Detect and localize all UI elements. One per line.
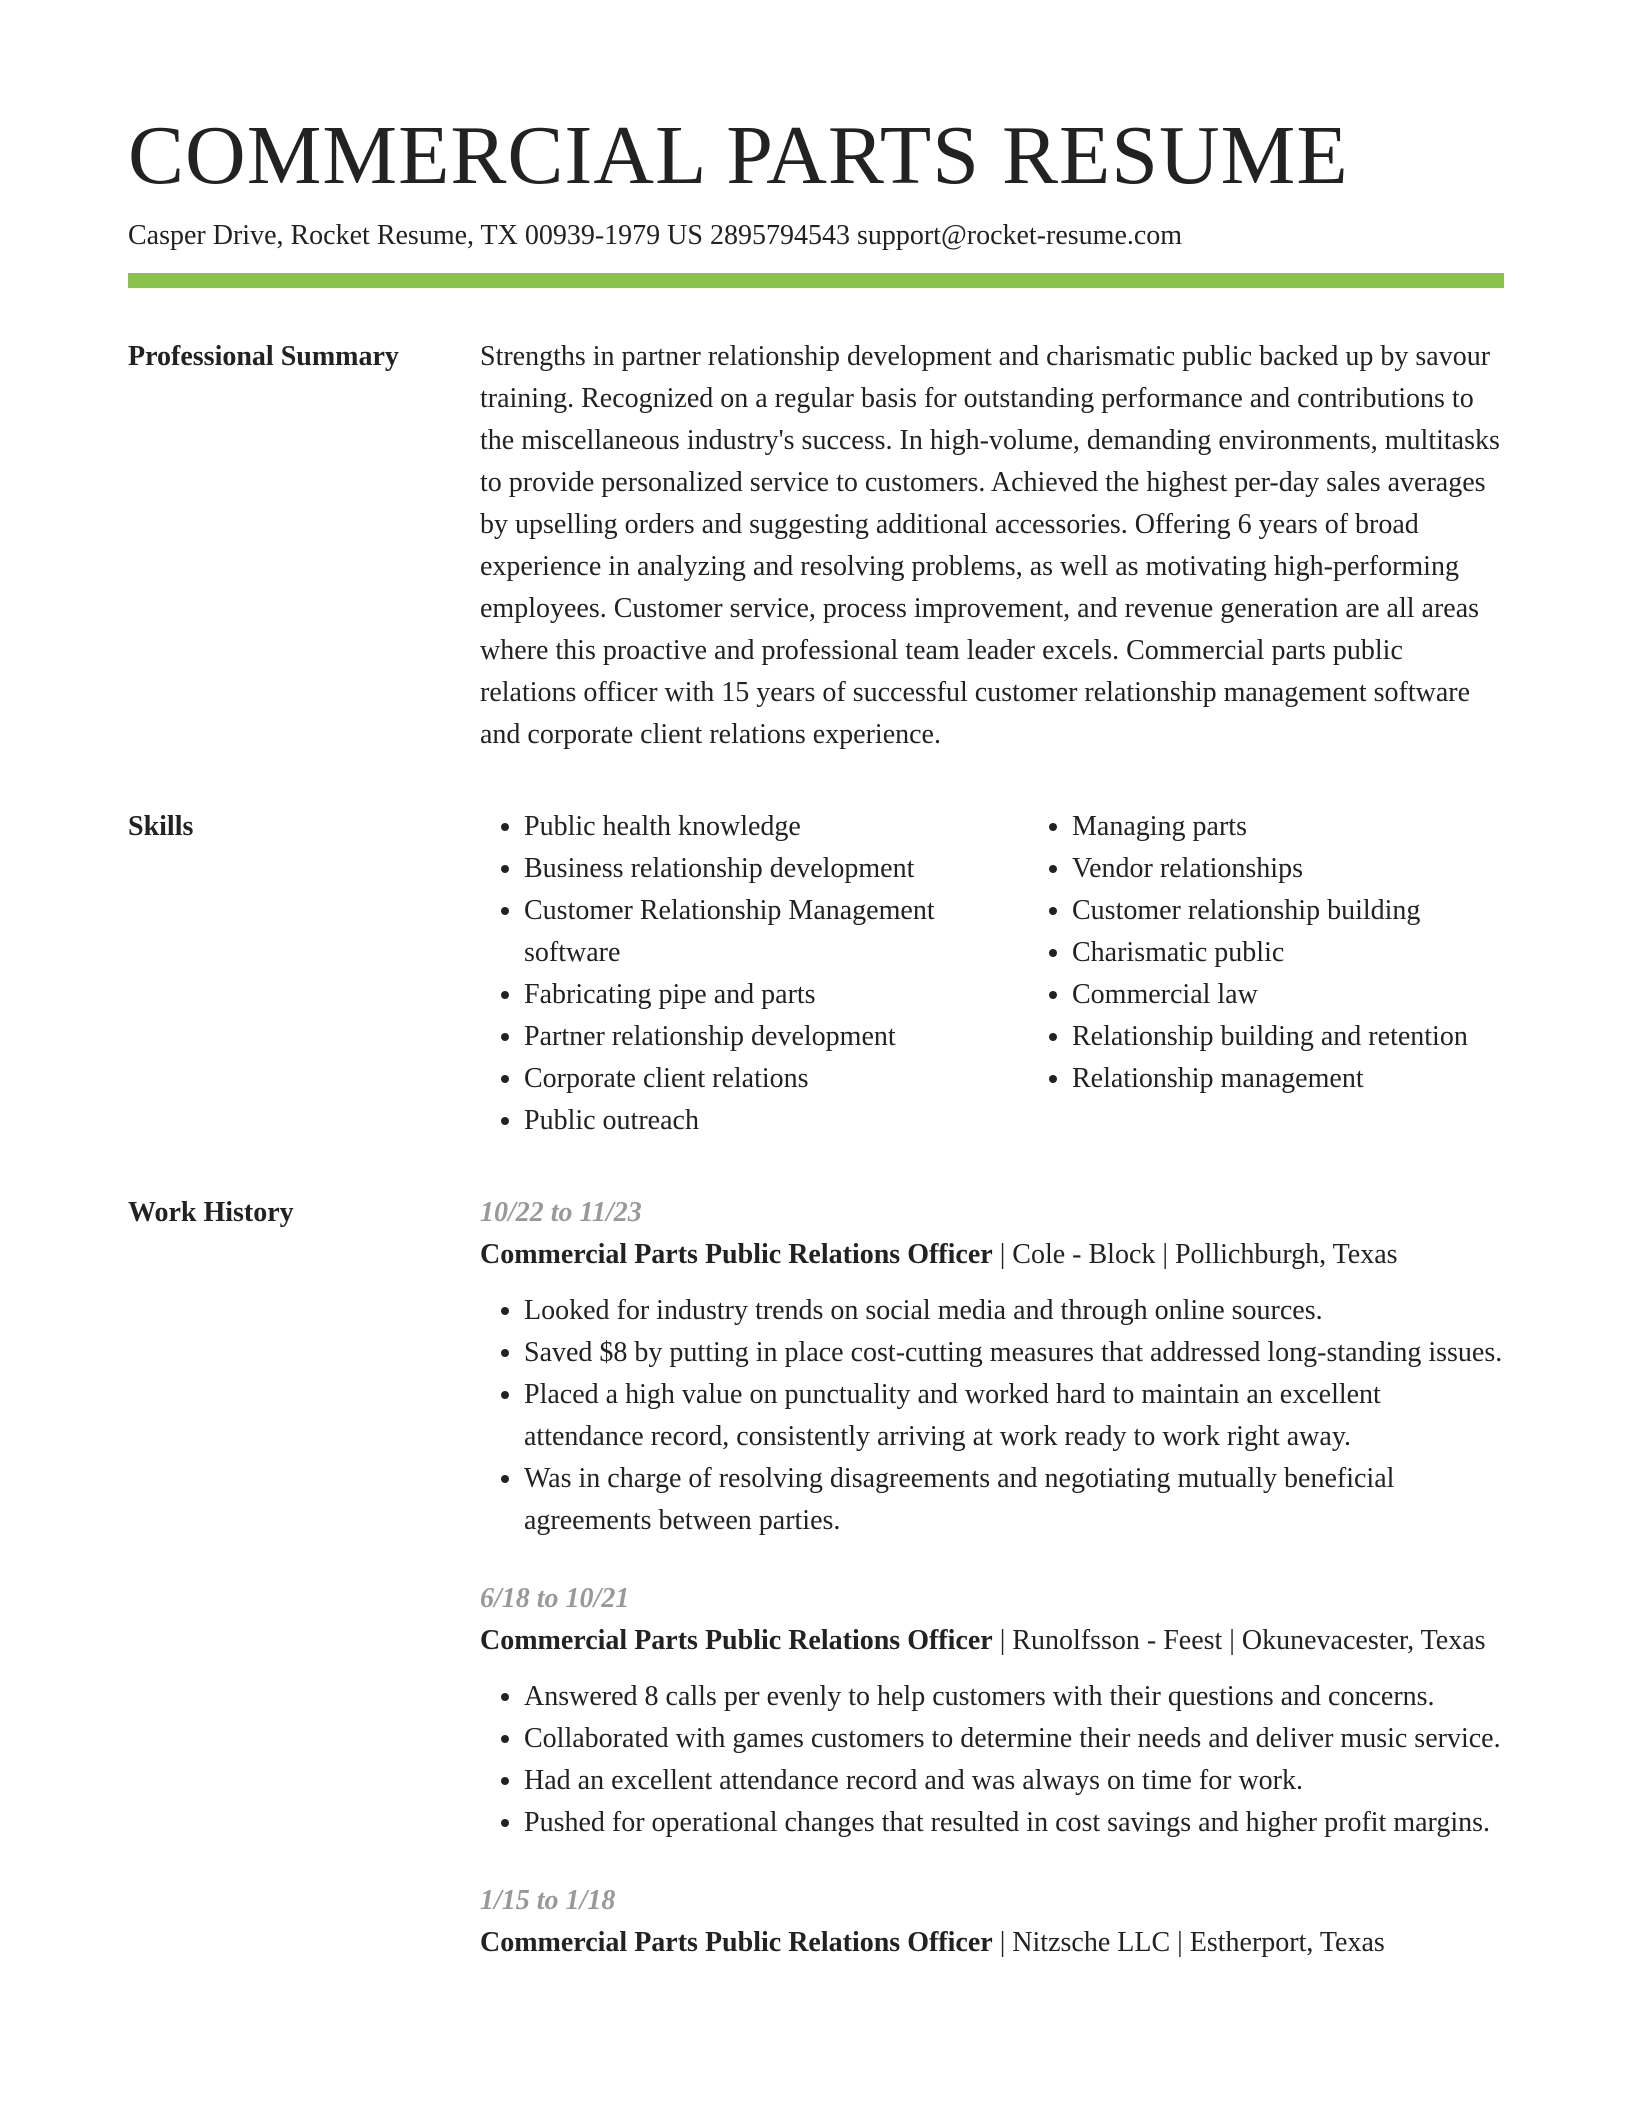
section-label-work: Work History [128,1196,294,1228]
job-dates: 10/22 to 11/23 [480,1196,642,1228]
job-details: | Cole - Block | Pollichburgh, Texas [992,1238,1398,1270]
job-bullet: • Had an excellent attendance record and was always on time for work. [524,1760,1504,1802]
skill-item: • Commercial law [1072,974,1576,1016]
job-bullet: • Collaborated with games customers to determine their needs and deliver music service. [524,1718,1504,1760]
section-label-skills: Skills [128,810,194,842]
skills-columns [480,806,1576,1142]
resume-title: COMMERCIAL PARTS RESUME [128,109,1349,202]
work-body [480,1192,1504,2000]
skill-item: • Relationship management [1072,1058,1576,1100]
resume-page [128,110,1504,2000]
skills-section [128,806,1504,1142]
job-bullet: • Pushed for operational changes that resulted in cost savings and higher profit margins. [524,1802,1504,1844]
skills-list-left [480,806,1028,1142]
job-title: Commercial Parts Public Relations Officer [480,1238,993,1270]
job-details: | Nitzsche LLC | Estherport, Texas [992,1926,1385,1958]
job-bullet: • Placed a high value on punctuality and worked hard to maintain an excellent attendance record, consistently arriving at work ready to work right away. [524,1374,1504,1458]
job-dates: 1/15 to 1/18 [480,1884,616,1916]
skill-item: • Charismatic public [1072,932,1576,974]
skill-item: • Relationship building and retention [1072,1016,1576,1058]
job-bullet: • Saved $8 by putting in place cost-cutting measures that addressed long-standing issues. [524,1332,1504,1374]
accent-divider [128,273,1504,288]
job-title: Commercial Parts Public Relations Officer [480,1926,993,1958]
job-details: | Runolfsson - Feest | Okunevacester, Texas [992,1624,1486,1656]
job-entry [480,1880,1504,1964]
job-dates: 6/18 to 10/21 [480,1582,630,1614]
job-heading [480,1620,1504,1662]
skill-item: • Customer relationship building [1072,890,1576,932]
skill-item: • Partner relationship development [524,1016,1028,1058]
skill-item: • Business relationship development [524,848,1028,890]
job-bullet: • Answered 8 calls per evenly to help customers with their questions and concerns. [524,1676,1504,1718]
job-bullet: • Was in charge of resolving disagreements and negotiating mutually beneficial agreements between parties. [524,1458,1504,1542]
job-entry [480,1192,1504,1542]
skill-item: • Customer Relationship Management software [524,890,1028,974]
summary-body [480,336,1504,756]
skill-item: • Public outreach [524,1100,1028,1142]
professional-summary-section [128,336,1504,756]
job-entry [480,1578,1504,1844]
job-heading [480,1922,1504,1964]
skill-item: • Fabricating pipe and parts [524,974,1028,1016]
skill-item: • Public health knowledge [524,806,1028,848]
work-history-section [128,1192,1504,2000]
skills-body [480,806,1576,1142]
job-bullet-list [480,1290,1504,1542]
skill-item: • Vendor relationships [1072,848,1576,890]
summary-text: Strengths in partner relationship development and charismatic public backed up by savour training. Recognized on a regular basis for outstanding performance and contributions to the miscellaneous industry's success. In high-volume, demanding environments, multitasks to provide personalized service to customers. Achieved the highest per-day sales averages by upselling orders and suggesting additional accessories. Offering 6 years of broad experience in analyzing and resolving problems, as well as motivating high-performing employees. Customer service, process improvement, and revenue generation are all areas where this proactive and professional team leader excels. Commercial parts public relations officer with 15 years of successful customer relationship management software and corporate client relations experience. [480,340,1500,750]
job-bullet: • Looked for industry trends on social media and through online sources. [524,1290,1504,1332]
section-label-summary: Professional Summary [128,340,399,372]
skills-list-right [1028,806,1576,1142]
job-bullet-list [480,1676,1504,1844]
job-heading [480,1234,1504,1276]
skill-item: • Managing parts [1072,806,1576,848]
contact-line: Casper Drive, Rocket Resume, TX 00939-1979 US 2895794543 support@rocket-resume.com [128,220,1183,252]
skill-item: • Corporate client relations [524,1058,1028,1100]
job-title: Commercial Parts Public Relations Officer [480,1624,993,1656]
